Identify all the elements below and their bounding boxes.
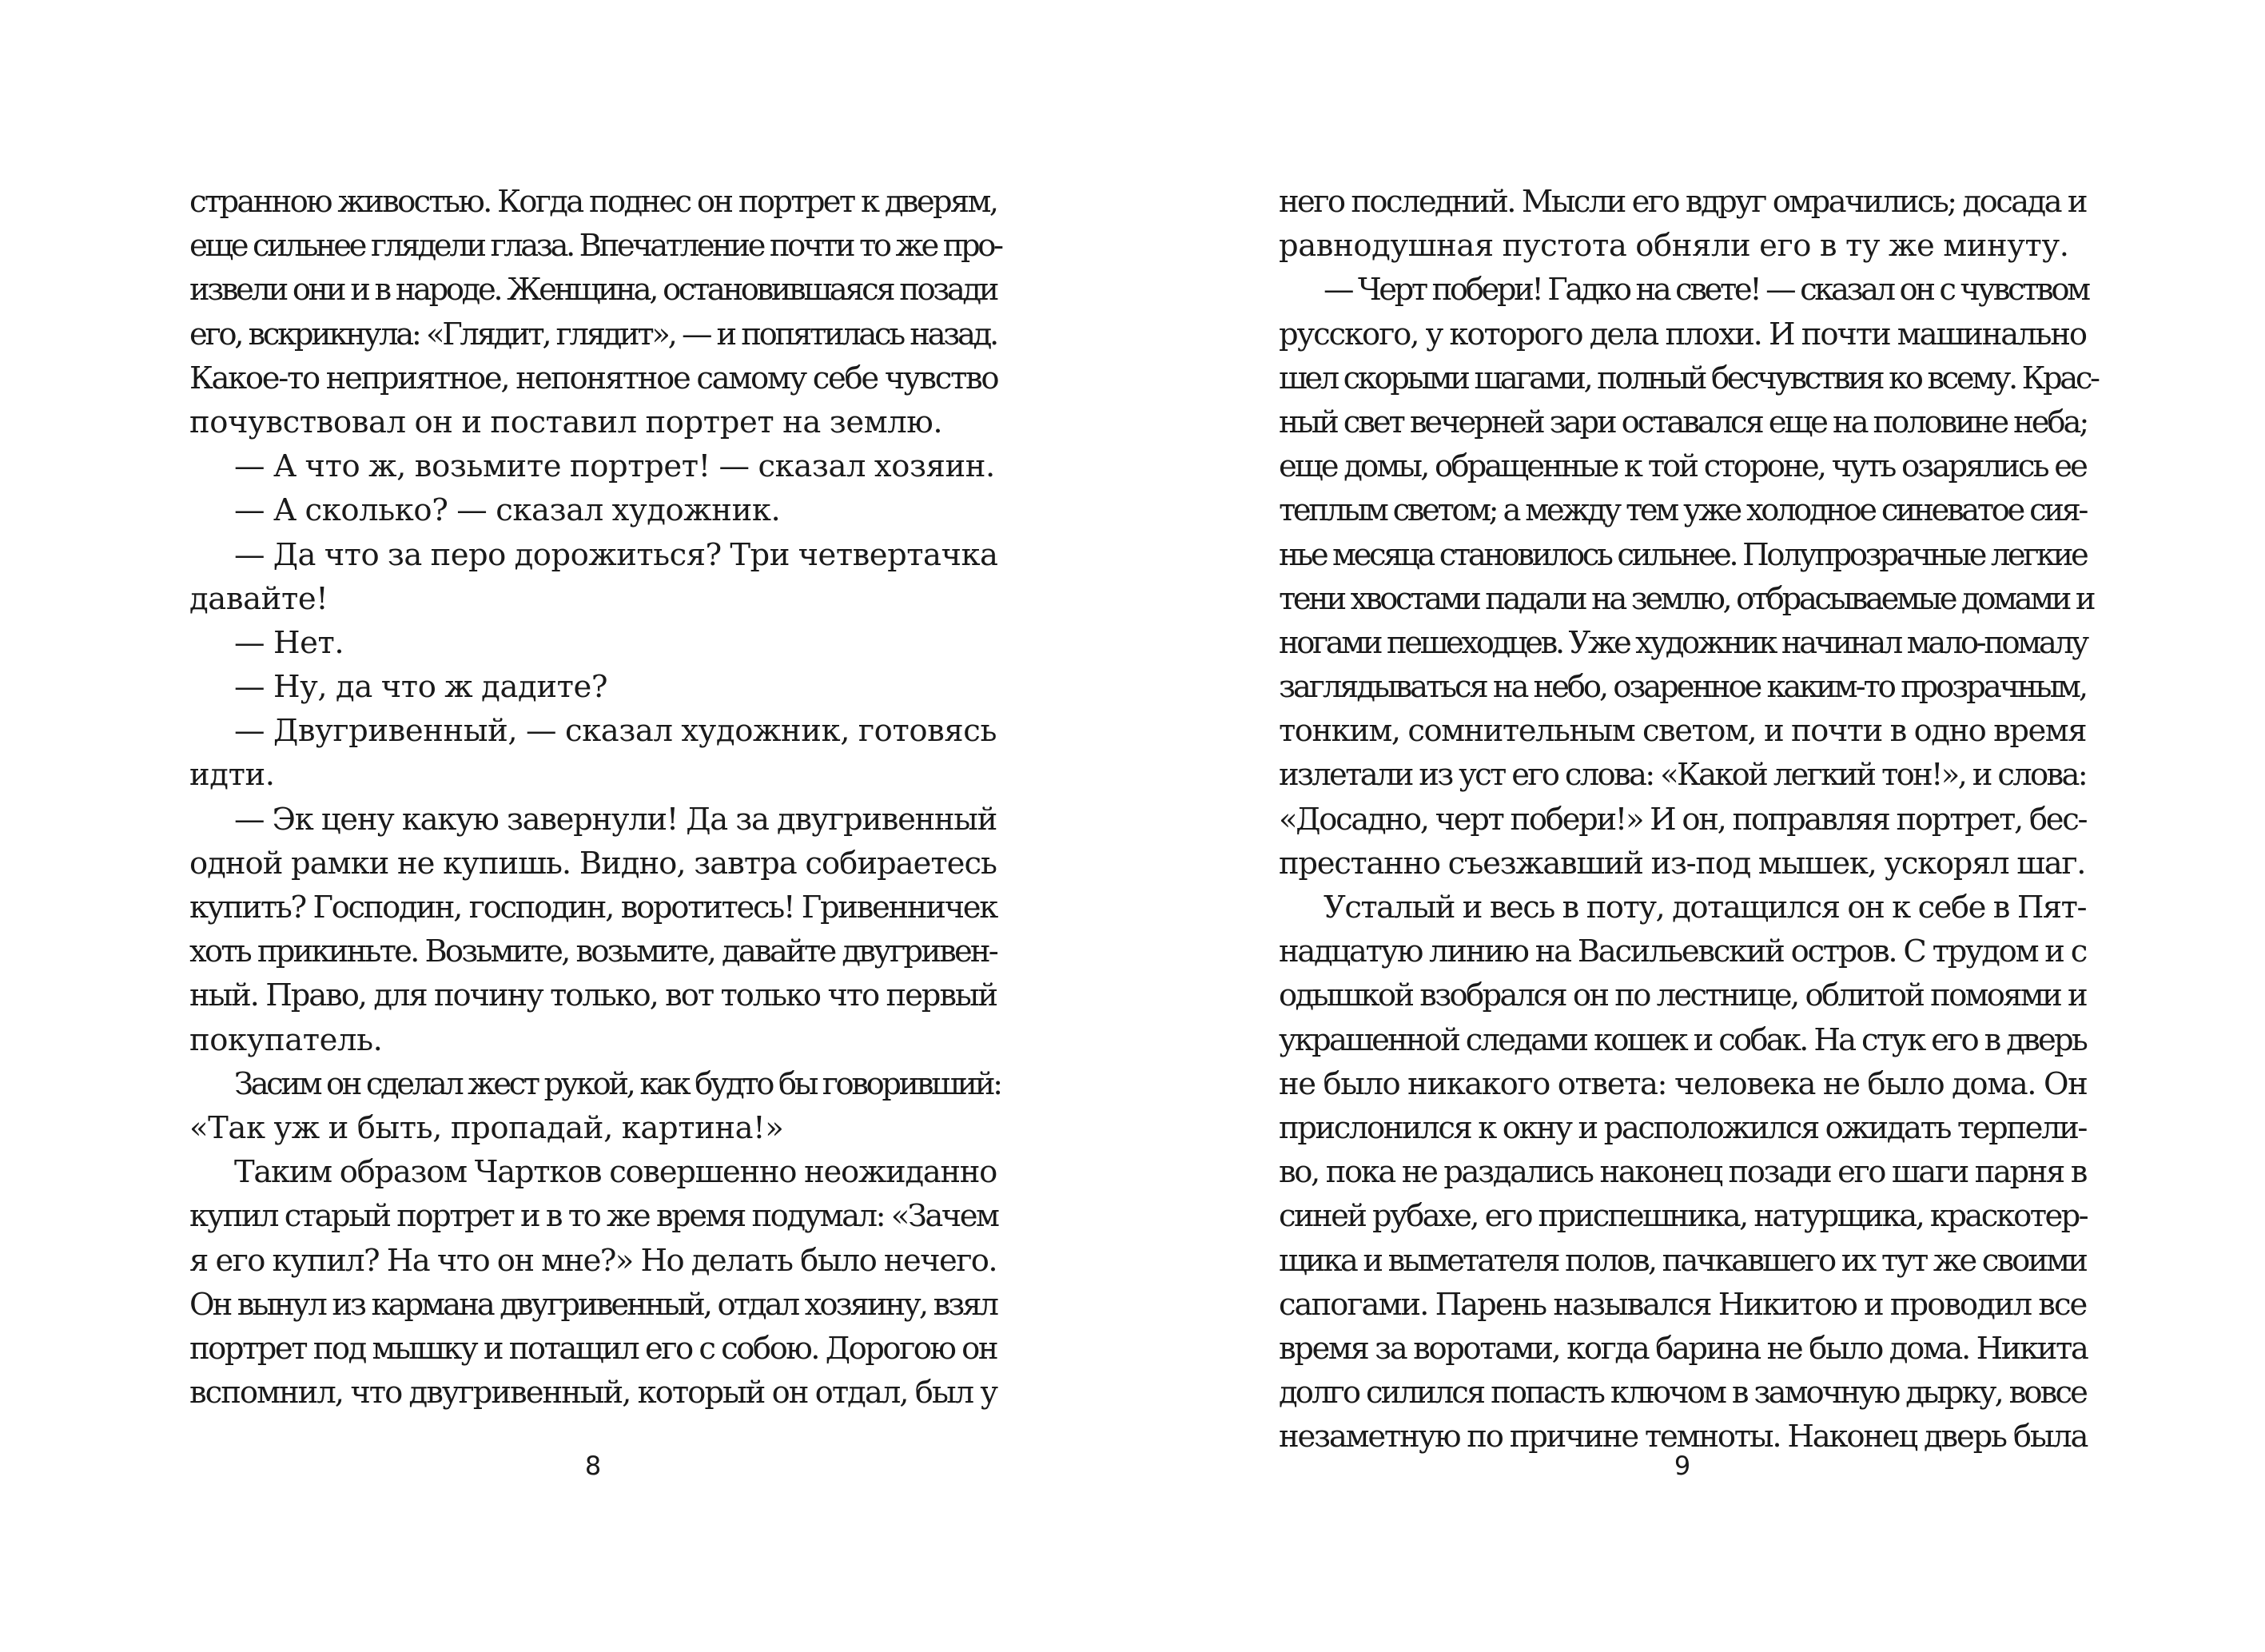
text-line: излетали из уст его слова: «Какой легкий тон!», и слова: xyxy=(1279,757,2086,794)
text-line: долго силился попасть ключом в замочную дырку, вовсе xyxy=(1279,1375,2086,1411)
text-line: тонким, сомнительным светом, и почти в одно время xyxy=(1279,713,2086,750)
text-line: надцатую линию на Васильевский остров. С трудом и с xyxy=(1279,933,2086,970)
text-line: еще сильнее глядели глаза. Впечатление почти то же про- xyxy=(189,228,1001,265)
text-line: время за воротами, когда барина не было дома. Никита xyxy=(1279,1330,2088,1367)
text-line: — Эк цену какую завернули! Да за двугривенный xyxy=(234,801,997,838)
text-line: щика и выметателя полов, пачкавшего их тут же своими xyxy=(1279,1242,2086,1279)
text-line: нье месяца становилось сильнее. Полупрозрачные легкие xyxy=(1279,536,2087,573)
text-line: купить? Господин, господин, воротитесь! Гривенничек xyxy=(189,890,997,926)
text-line: вспомнил, что двугривенный, который он отдал, был у xyxy=(189,1375,997,1411)
text-line: во, пока не раздались наконец позади его шаги парня в xyxy=(1279,1154,2087,1191)
text-line: сапогами. Парень назывался Никитою и проводил все xyxy=(1279,1286,2087,1323)
text-line: странною живостью. Когда поднес он портрет к дверям, xyxy=(189,184,997,220)
text-line: «Досадно, черт побери!» И он, поправляя портрет, бес- xyxy=(1279,801,2087,838)
text-line: русского, у которого дела плохи. И почти машинально xyxy=(1279,316,2086,352)
text-line: одной рамки не купишь. Видно, завтра собираетесь xyxy=(189,845,997,882)
right-page-text xyxy=(1279,180,2098,1459)
text-line: — Нет. xyxy=(234,624,344,661)
text-line: ный. Право, для почину только, вот только что первый xyxy=(189,977,997,1014)
text-line: Какое-то неприятное, непонятное самому себе чувство xyxy=(189,360,998,396)
text-line: почувствовал он и поставил портрет на землю. xyxy=(189,404,943,440)
text-line: ный свет вечерней зари оставался еще на половине неба; xyxy=(1279,404,2088,440)
text-line: — Да что за перо дорожиться? Три четвертачка xyxy=(234,536,998,573)
text-line: него последний. Мысли его вдруг омрачились; досада и xyxy=(1279,184,2086,220)
text-line: синей рубахе, его приспешника, натурщика, краскотер- xyxy=(1279,1198,2088,1235)
text-line: — Ну, да что ж дадите? xyxy=(234,669,608,706)
text-line: его, вскрикнула: «Глядит, глядит», — и попятилась назад. xyxy=(189,316,997,352)
text-line: шел скорыми шагами, полный бесчувствия ко всему. Крас- xyxy=(1279,360,2098,396)
text-line: украшенной следами кошек и собак. На стук его в дверь xyxy=(1279,1021,2086,1058)
left-page-text xyxy=(189,180,1001,1415)
text-line: — Двугривенный, — сказал художник, готовясь xyxy=(234,713,997,750)
text-line: престанно съезжавший из-под мышек, ускорял шаг. xyxy=(1279,845,2086,882)
right-page xyxy=(1132,0,2265,1652)
text-line: Засим он сделал жест рукой, как будто бы говоривший: xyxy=(234,1065,1001,1102)
text-line: Он вынул из кармана двугривенный, отдал хозяину, взял xyxy=(189,1286,997,1323)
text-line: хоть прикиньте. Возьмите, возьмите, давайте двугривен- xyxy=(189,933,997,970)
text-line: идти. xyxy=(189,757,275,794)
text-line: теплым светом; а между тем уже холодное синеватое сия- xyxy=(1279,492,2086,529)
text-line: покупатель. xyxy=(189,1021,383,1058)
text-line: одышкой взобрался он по лестнице, облитой помоями и xyxy=(1279,977,2086,1014)
text-line: незаметную по причине темноты. Наконец дверь была xyxy=(1279,1419,2088,1455)
text-line: прислонился к окну и расположился ожидать терпели- xyxy=(1279,1109,2086,1146)
text-line: — А что ж, возьмите портрет! — сказал хозяин. xyxy=(234,448,995,485)
left-page xyxy=(0,0,1132,1652)
text-line: равнодушная пустота обняли его в ту же минуту. xyxy=(1279,228,2069,265)
text-line: Таким образом Чартков совершенно неожиданно xyxy=(234,1154,997,1191)
text-line: тени хвостами падали на землю, отбрасываемые домами и xyxy=(1279,580,2094,617)
text-line: портрет под мышку и потащил его с собою. Дорогою он xyxy=(189,1330,997,1367)
text-line: еще домы, обращенные к той стороне, чуть озарялись ее xyxy=(1279,448,2086,485)
text-line: заглядываться на небо, озаренное каким-то прозрачным, xyxy=(1279,669,2086,706)
text-line: — Черт побери! Гадко на свете! — сказал он с чувством xyxy=(1324,272,2088,309)
text-line: ногами пешеходцев. Уже художник начинал мало-помалу xyxy=(1279,624,2087,661)
text-line: я его купил? На что он мне?» Но делать было нечего. xyxy=(189,1242,997,1279)
text-line: извели они и в народе. Женщина, остановившаяся позади xyxy=(189,272,997,309)
text-line: давайте! xyxy=(189,580,328,617)
text-line: — А сколько? — сказал художник. xyxy=(234,492,781,529)
text-line: Усталый и весь в поту, дотащился он к себе в Пят- xyxy=(1324,890,2086,926)
text-line: купил старый портрет и в то же время подумал: «Зачем xyxy=(189,1198,998,1235)
right-page-number: 9 xyxy=(1674,1451,1691,1481)
text-line: «Так уж и быть, пропадай, картина!» xyxy=(189,1109,784,1146)
text-line: не было никакого ответа: человека не было дома. Он xyxy=(1279,1065,2088,1102)
left-page-number: 8 xyxy=(584,1451,602,1481)
